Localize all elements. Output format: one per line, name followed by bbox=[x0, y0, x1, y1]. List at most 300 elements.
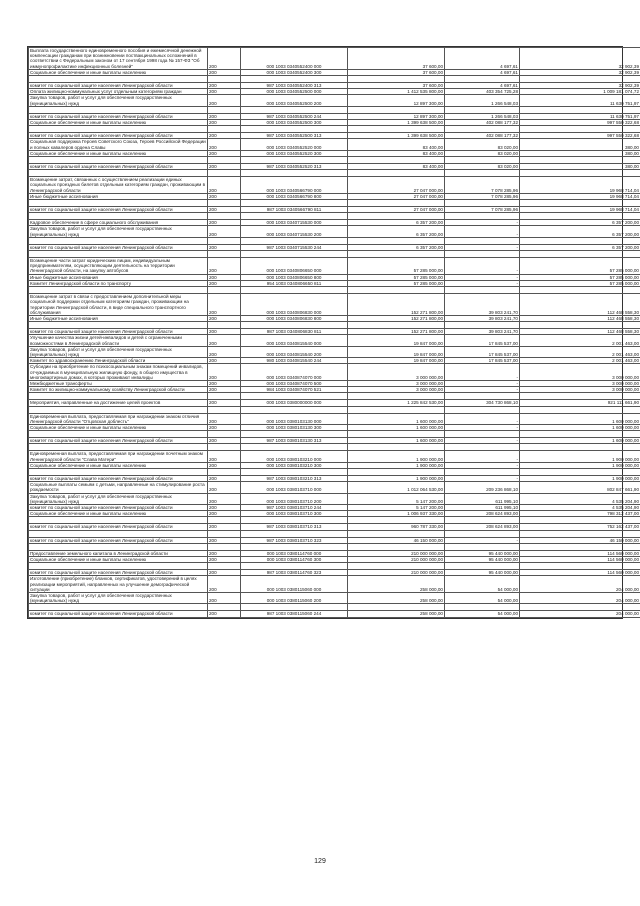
spacer-cell bbox=[208, 170, 241, 177]
approved-appropriations-cell: 57 285 000,00 bbox=[348, 280, 445, 286]
executed-amount-cell: 403 354 725,28 bbox=[445, 89, 520, 95]
unexecuted-appropriations-cell: 19 968 714,04 bbox=[520, 193, 640, 199]
approved-appropriations-cell: 258 000,00 bbox=[348, 576, 445, 593]
budget-classification-code-cell: 000 1003 0340552520 000 bbox=[241, 139, 348, 150]
executed-amount-cell: 54 000,00 bbox=[445, 576, 520, 593]
spacer-cell bbox=[29, 406, 208, 413]
row-name-cell: Социальные выплаты семьям с детьми, направленные на стимулирование роста рождаемости bbox=[29, 482, 208, 493]
row-code-cell: 200 bbox=[208, 475, 241, 481]
budget-classification-code-cell: 987 1003 0340552400 313 bbox=[241, 83, 348, 89]
spacer-cell bbox=[348, 530, 445, 537]
executed-amount-cell: 4 697,61 bbox=[445, 48, 520, 70]
budget-classification-code-cell: 987 1003 0380114760 323 bbox=[241, 570, 348, 576]
unexecuted-appropriations-cell: 1 900 000,00 bbox=[520, 462, 640, 468]
spacer-cell bbox=[348, 563, 445, 570]
spacer-cell bbox=[241, 126, 348, 133]
approved-appropriations-cell: 1 900 000,00 bbox=[348, 462, 445, 468]
approved-appropriations-cell: 57 285 000,00 bbox=[348, 274, 445, 280]
row-code-cell: 200 bbox=[208, 424, 241, 430]
row-code-cell: 200 bbox=[208, 226, 241, 237]
budget-classification-code-cell: 984 1003 0340874070 521 bbox=[241, 387, 348, 393]
executed-amount-cell: - bbox=[445, 244, 520, 250]
spacer-cell bbox=[445, 106, 520, 113]
spacer-row bbox=[29, 251, 640, 258]
row-code-cell: 200 bbox=[208, 570, 241, 576]
unexecuted-appropriations-cell: 112 468 558,30 bbox=[520, 315, 640, 321]
budget-classification-code-cell: 000 1003 0340552400 000 bbox=[241, 48, 348, 70]
executed-amount-cell: 402 088 177,32 bbox=[445, 133, 520, 139]
table-body bbox=[29, 48, 640, 618]
spacer-cell bbox=[445, 406, 520, 413]
row-name-cell: Улучшение качества жизни детей-инвалидов и детей с ограниченными возможностями в Ленинградской области bbox=[29, 335, 208, 346]
budget-classification-code-cell: 000 1003 0380114760 000 bbox=[241, 550, 348, 556]
budget-classification-code-cell: 980 1003 0340815540 244 bbox=[241, 358, 348, 364]
row-code-cell: 200 bbox=[208, 557, 241, 563]
spacer-cell bbox=[520, 157, 640, 164]
spacer-cell bbox=[520, 468, 640, 475]
spacer-cell bbox=[520, 517, 640, 524]
approved-appropriations-cell: 12 897 300,00 bbox=[348, 113, 445, 119]
spacer-cell bbox=[241, 431, 348, 438]
spacer-cell bbox=[445, 76, 520, 83]
budget-classification-code-cell: 000 1003 0380103130 000 bbox=[241, 413, 348, 424]
unexecuted-appropriations-cell: 32 902,39 bbox=[520, 48, 640, 70]
row-code-cell: 200 bbox=[208, 550, 241, 556]
row-name-cell: комитет по социальной защите населения Ленинградской области bbox=[29, 244, 208, 250]
approved-appropriations-cell: 1 600 000,00 bbox=[348, 424, 445, 430]
approved-appropriations-cell: 3 000 000,00 bbox=[348, 364, 445, 381]
spacer-row bbox=[29, 157, 640, 164]
executed-amount-cell: 304 730 868,10 bbox=[445, 400, 520, 406]
executed-amount-cell: - bbox=[445, 380, 520, 386]
approved-appropriations-cell: 83 400,00 bbox=[348, 150, 445, 156]
spacer-cell bbox=[348, 543, 445, 550]
budget-classification-code-cell: 000 1003 0340552520 300 bbox=[241, 150, 348, 156]
spacer-cell bbox=[348, 237, 445, 244]
spacer-cell bbox=[520, 604, 640, 611]
spacer-cell bbox=[241, 200, 348, 207]
budget-classification-code-cell: 987 1003 0340566790 811 bbox=[241, 207, 348, 213]
row-name-cell: Комитет по жилищно-коммунальному хозяйству Ленинградской области bbox=[29, 387, 208, 393]
executed-amount-cell: - bbox=[445, 537, 520, 543]
executed-amount-cell: 4 697,61 bbox=[445, 83, 520, 89]
spacer-row bbox=[29, 604, 640, 611]
page-number: 129 bbox=[314, 858, 326, 865]
row-code-cell: 200 bbox=[208, 244, 241, 250]
table-row bbox=[29, 139, 640, 150]
executed-amount-cell: 208 624 893,00 bbox=[445, 511, 520, 517]
table-row bbox=[29, 493, 640, 504]
spacer-row bbox=[29, 444, 640, 451]
approved-appropriations-cell: 37 600,00 bbox=[348, 69, 445, 75]
executed-amount-cell: 1 266 548,03 bbox=[445, 113, 520, 119]
approved-appropriations-cell: 83 400,00 bbox=[348, 139, 445, 150]
spacer-cell bbox=[445, 157, 520, 164]
spacer-cell bbox=[241, 170, 348, 177]
row-name-cell: комитет по социальной защите населения Ленинградской области bbox=[29, 164, 208, 170]
budget-classification-code-cell: 000 1003 0340815540 200 bbox=[241, 346, 348, 357]
row-name-cell: Социальное обеспечение и иные выплаты населению bbox=[29, 424, 208, 430]
spacer-cell bbox=[241, 251, 348, 258]
spacer-cell bbox=[348, 431, 445, 438]
row-code-cell: 200 bbox=[208, 95, 241, 106]
spacer-cell bbox=[348, 200, 445, 207]
row-code-cell: 200 bbox=[208, 274, 241, 280]
executed-amount-cell: 611 995,10 bbox=[445, 493, 520, 504]
spacer-cell bbox=[241, 563, 348, 570]
table-row bbox=[29, 48, 640, 70]
spacer-cell bbox=[348, 604, 445, 611]
unexecuted-appropriations-cell: 997 550 322,68 bbox=[520, 133, 640, 139]
spacer-row bbox=[29, 106, 640, 113]
executed-amount-cell: 83 020,00 bbox=[445, 139, 520, 150]
executed-amount-cell: 95 440 000,00 bbox=[445, 570, 520, 576]
unexecuted-appropriations-cell: 1 600 000,00 bbox=[520, 424, 640, 430]
unexecuted-appropriations-cell: 32 902,39 bbox=[520, 83, 640, 89]
row-code-cell: 200 bbox=[208, 83, 241, 89]
budget-classification-code-cell: 000 1003 0340552400 300 bbox=[241, 69, 348, 75]
spacer-cell bbox=[348, 76, 445, 83]
budget-classification-code-cell: 000 1003 0380103710 200 bbox=[241, 493, 348, 504]
approved-appropriations-cell: 57 285 000,00 bbox=[348, 258, 445, 275]
spacer-cell bbox=[520, 200, 640, 207]
row-code-cell: 200 bbox=[208, 387, 241, 393]
row-code-cell: 200 bbox=[208, 69, 241, 75]
row-code-cell: 200 bbox=[208, 493, 241, 504]
spacer-cell bbox=[348, 213, 445, 220]
approved-appropriations-cell: 210 000 000,00 bbox=[348, 550, 445, 556]
approved-appropriations-cell: 1 600 000,00 bbox=[348, 438, 445, 444]
executed-amount-cell: 4 697,61 bbox=[445, 69, 520, 75]
row-name-cell: Единовременная выплата, предоставляемая при награждении почетным знаком Ленинградской области "Слава Матери" bbox=[29, 451, 208, 462]
budget-classification-code-cell: 000 1003 0340806650 800 bbox=[241, 274, 348, 280]
unexecuted-appropriations-cell: 921 111 661,90 bbox=[520, 400, 640, 406]
spacer-row bbox=[29, 76, 640, 83]
spacer-cell bbox=[208, 517, 241, 524]
executed-amount-cell: - bbox=[445, 424, 520, 430]
approved-appropriations-cell: 1 900 000,00 bbox=[348, 475, 445, 481]
table-row bbox=[29, 258, 640, 275]
spacer-cell bbox=[241, 322, 348, 329]
spacer-cell bbox=[520, 393, 640, 400]
spacer-cell bbox=[29, 126, 208, 133]
budget-classification-code-cell: 000 1003 0340566790 800 bbox=[241, 193, 348, 199]
row-name-cell: Возмещение затрат, связанных с осуществлением реализации единых социальных проездных билетов отдельным категориям граждан, проживающим в Ленинградской области bbox=[29, 177, 208, 194]
unexecuted-appropriations-cell: 4 535 204,90 bbox=[520, 493, 640, 504]
spacer-row bbox=[29, 468, 640, 475]
unexecuted-appropriations-cell: 204 000,00 bbox=[520, 593, 640, 604]
executed-amount-cell: - bbox=[445, 451, 520, 462]
spacer-cell bbox=[241, 543, 348, 550]
row-code-cell: 200 bbox=[208, 133, 241, 139]
row-code-cell: 200 bbox=[208, 593, 241, 604]
row-name-cell: Иные бюджетные ассигнования bbox=[29, 193, 208, 199]
executed-amount-cell: 209 236 868,10 bbox=[445, 482, 520, 493]
spacer-cell bbox=[348, 126, 445, 133]
row-code-cell: 200 bbox=[208, 576, 241, 593]
executed-amount-cell: - bbox=[445, 462, 520, 468]
budget-classification-code-cell: 987 1003 0340552500 244 bbox=[241, 113, 348, 119]
budget-classification-code-cell: 000 1003 0340715530 200 bbox=[241, 226, 348, 237]
spacer-cell bbox=[29, 200, 208, 207]
row-code-cell: 200 bbox=[208, 258, 241, 275]
spacer-cell bbox=[241, 287, 348, 294]
unexecuted-appropriations-cell: 11 630 751,97 bbox=[520, 113, 640, 119]
spacer-cell bbox=[208, 563, 241, 570]
approved-appropriations-cell: 37 600,00 bbox=[348, 83, 445, 89]
spacer-cell bbox=[348, 444, 445, 451]
row-name-cell: Кадровое обеспечение в сфере социального обслуживания bbox=[29, 220, 208, 226]
unexecuted-appropriations-cell: 997 550 322,68 bbox=[520, 120, 640, 126]
approved-appropriations-cell: 258 000,00 bbox=[348, 593, 445, 604]
executed-amount-cell: - bbox=[445, 280, 520, 286]
spacer-cell bbox=[29, 170, 208, 177]
unexecuted-appropriations-cell: 380,00 bbox=[520, 139, 640, 150]
spacer-cell bbox=[208, 406, 241, 413]
row-code-cell: 200 bbox=[208, 346, 241, 357]
spacer-cell bbox=[208, 543, 241, 550]
approved-appropriations-cell: 960 787 330,00 bbox=[348, 524, 445, 530]
executed-amount-cell: 95 440 000,00 bbox=[445, 557, 520, 563]
spacer-cell bbox=[29, 393, 208, 400]
row-code-cell: 200 bbox=[208, 150, 241, 156]
spacer-cell bbox=[208, 251, 241, 258]
spacer-cell bbox=[445, 126, 520, 133]
row-code-cell: 200 bbox=[208, 177, 241, 194]
spacer-cell bbox=[445, 322, 520, 329]
row-name-cell: Комитет Ленинградской области по транспорту bbox=[29, 280, 208, 286]
unexecuted-appropriations-cell: 2 001 463,00 bbox=[520, 335, 640, 346]
executed-amount-cell: 39 803 241,70 bbox=[445, 315, 520, 321]
spacer-cell bbox=[241, 530, 348, 537]
row-code-cell: 200 bbox=[208, 294, 241, 316]
spacer-cell bbox=[208, 126, 241, 133]
approved-appropriations-cell: 27 047 000,00 bbox=[348, 207, 445, 213]
row-code-cell: 200 bbox=[208, 482, 241, 493]
executed-amount-cell: 39 803 241,70 bbox=[445, 294, 520, 316]
spacer-row bbox=[29, 530, 640, 537]
row-name-cell: Социальное обеспечение и иные выплаты населению bbox=[29, 511, 208, 517]
spacer-cell bbox=[348, 468, 445, 475]
spacer-row bbox=[29, 287, 640, 294]
spacer-cell bbox=[29, 106, 208, 113]
spacer-cell bbox=[348, 393, 445, 400]
spacer-cell bbox=[348, 251, 445, 258]
spacer-cell bbox=[29, 322, 208, 329]
executed-amount-cell: 208 624 893,00 bbox=[445, 524, 520, 530]
unexecuted-appropriations-cell: 1 600 000,00 bbox=[520, 413, 640, 424]
spacer-row bbox=[29, 563, 640, 570]
unexecuted-appropriations-cell: 6 357 200,00 bbox=[520, 220, 640, 226]
spacer-cell bbox=[445, 468, 520, 475]
approved-appropriations-cell: 3 000 000,00 bbox=[348, 380, 445, 386]
approved-appropriations-cell: 6 357 200,00 bbox=[348, 244, 445, 250]
row-code-cell: 200 bbox=[208, 358, 241, 364]
executed-amount-cell: - bbox=[445, 387, 520, 393]
table-row bbox=[29, 593, 640, 604]
executed-amount-cell: - bbox=[445, 226, 520, 237]
row-name-cell: Закупка товаров, работ и услуг для обеспечения государственных (муниципальных) нужд bbox=[29, 593, 208, 604]
spacer-row bbox=[29, 431, 640, 438]
spacer-cell bbox=[208, 530, 241, 537]
spacer-cell bbox=[445, 287, 520, 294]
spacer-cell bbox=[445, 431, 520, 438]
budget-classification-code-cell: 987 1003 0340552520 313 bbox=[241, 164, 348, 170]
spacer-cell bbox=[348, 170, 445, 177]
spacer-cell bbox=[241, 517, 348, 524]
spacer-cell bbox=[520, 170, 640, 177]
table-row bbox=[29, 364, 640, 381]
spacer-cell bbox=[241, 157, 348, 164]
budget-execution-table bbox=[28, 47, 640, 618]
row-name-cell: Мероприятия, направленные на достижение целей проектов bbox=[29, 400, 208, 406]
unexecuted-appropriations-cell: 1 900 000,00 bbox=[520, 475, 640, 481]
row-name-cell: Субсидии на приобретение по психосоциальным знакам помещений инвалидов, отчуждаемых в муниципальную жилищную фонду, в общего имущества в многоквартирных домах, в которых проживают инвалиды bbox=[29, 364, 208, 381]
spacer-cell bbox=[29, 517, 208, 524]
approved-appropriations-cell: 152 271 800,00 bbox=[348, 315, 445, 321]
spacer-cell bbox=[520, 444, 640, 451]
row-name-cell: Социальная поддержка Героев Советского Союза, Героев Российской Федерации и полных кавалеров ордена Славы bbox=[30, 139, 206, 150]
row-code-cell: 200 bbox=[208, 504, 241, 510]
executed-amount-cell: 83 020,00 bbox=[445, 150, 520, 156]
spacer-row bbox=[29, 543, 640, 550]
budget-classification-code-cell: 987 1003 0380103710 323 bbox=[241, 537, 348, 543]
approved-appropriations-cell: 1 225 842 530,00 bbox=[348, 400, 445, 406]
row-name-cell: Социальное обеспечение и иные выплаты населению bbox=[29, 462, 208, 468]
row-code-cell: 200 bbox=[208, 611, 241, 617]
row-name-cell: Иные бюджетные ассигнования bbox=[29, 274, 208, 280]
spacer-cell bbox=[208, 393, 241, 400]
approved-appropriations-cell: 5 147 200,00 bbox=[348, 493, 445, 504]
unexecuted-appropriations-cell: 3 000 000,00 bbox=[520, 380, 640, 386]
budget-classification-code-cell: 954 1003 0340806650 811 bbox=[241, 280, 348, 286]
budget-classification-code-cell: 987 1003 0340552500 313 bbox=[241, 133, 348, 139]
spacer-cell bbox=[520, 287, 640, 294]
spacer-cell bbox=[29, 543, 208, 550]
budget-classification-code-cell: 987 1003 0380103210 313 bbox=[241, 475, 348, 481]
row-code-cell: 200 bbox=[208, 220, 241, 226]
spacer-cell bbox=[445, 200, 520, 207]
table-row bbox=[29, 413, 640, 424]
spacer-cell bbox=[29, 468, 208, 475]
budget-classification-code-cell: 000 1003 0340552500 300 bbox=[241, 120, 348, 126]
spacer-cell bbox=[445, 237, 520, 244]
row-name-cell: Возмещение части затрат юридическим лицам, индивидуальным предпринимателям, осуществляющим деятельность на территории Ленинградской области, на закупку автобусов bbox=[29, 258, 208, 275]
approved-appropriations-cell: 19 847 000,00 bbox=[348, 346, 445, 357]
row-name-cell: комитет по социальной защите населения Ленинградской области bbox=[29, 611, 208, 617]
budget-classification-code-cell: 000 1003 0380115060 000 bbox=[241, 576, 348, 593]
spacer-cell bbox=[241, 237, 348, 244]
spacer-cell bbox=[445, 444, 520, 451]
spacer-cell bbox=[520, 76, 640, 83]
budget-classification-code-cell: 000 1003 0380103210 300 bbox=[241, 462, 348, 468]
spacer-cell bbox=[520, 406, 640, 413]
unexecuted-appropriations-cell: 802 847 661,90 bbox=[520, 482, 640, 493]
spacer-cell bbox=[241, 604, 348, 611]
executed-amount-cell: 7 078 285,96 bbox=[445, 177, 520, 194]
spacer-cell bbox=[208, 604, 241, 611]
spacer-cell bbox=[445, 604, 520, 611]
row-name-cell: Иные бюджетные ассигнования bbox=[29, 315, 208, 321]
unexecuted-appropriations-cell: 57 285 000,00 bbox=[520, 280, 640, 286]
spacer-cell bbox=[520, 543, 640, 550]
row-name-cell: Выплата государственного единовременного пособия и ежемесячной денежной компенсации гражданам при возникновении поствакцинальных осложнений в соответствии с Федеральным законом от 17 сентября 1998 года № 157-ФЗ "Об иммунопрофилактике инфекционных болезней" bbox=[29, 48, 208, 70]
row-code-cell: 200 bbox=[208, 400, 241, 406]
approved-appropriations-cell: 258 000,00 bbox=[348, 611, 445, 617]
row-code-cell: 200 bbox=[208, 364, 241, 381]
spacer-cell bbox=[29, 76, 208, 83]
budget-classification-code-cell: 000 1003 0340552500 000 bbox=[241, 89, 348, 95]
executed-amount-cell: - bbox=[445, 258, 520, 275]
budget-classification-code-cell: 000 1003 0340815540 000 bbox=[241, 335, 348, 346]
spacer-cell bbox=[241, 213, 348, 220]
row-code-cell: 200 bbox=[208, 438, 241, 444]
row-name-cell: Социальное обеспечение и иные выплаты населению bbox=[29, 150, 208, 156]
approved-appropriations-cell: 37 600,00 bbox=[348, 48, 445, 70]
spacer-cell bbox=[29, 251, 208, 258]
approved-appropriations-cell: 1 600 000,00 bbox=[348, 413, 445, 424]
unexecuted-appropriations-cell: 114 560 000,00 bbox=[520, 570, 640, 576]
table-row bbox=[29, 226, 640, 237]
spacer-cell bbox=[29, 431, 208, 438]
spacer-cell bbox=[348, 157, 445, 164]
spacer-cell bbox=[445, 393, 520, 400]
table-row bbox=[29, 346, 640, 357]
approved-appropriations-cell: 1 412 535 800,00 bbox=[348, 89, 445, 95]
row-name-cell: Социальное обеспечение и иные выплаты населению bbox=[29, 557, 208, 563]
table-row bbox=[29, 95, 640, 106]
spacer-cell bbox=[208, 213, 241, 220]
unexecuted-appropriations-cell: 3 000 000,00 bbox=[520, 387, 640, 393]
unexecuted-appropriations-cell: 204 000,00 bbox=[520, 576, 640, 593]
unexecuted-appropriations-cell: 19 968 714,04 bbox=[520, 207, 640, 213]
executed-amount-cell: 7 078 285,96 bbox=[445, 207, 520, 213]
approved-appropriations-cell: 27 047 000,00 bbox=[348, 193, 445, 199]
row-code-cell: 200 bbox=[208, 413, 241, 424]
row-name-cell: Закупка товаров, работ и услуг для обеспечения государственных (муниципальных) нужд bbox=[29, 493, 208, 504]
unexecuted-appropriations-cell: 19 968 714,04 bbox=[520, 177, 640, 194]
unexecuted-appropriations-cell: 380,00 bbox=[520, 164, 640, 170]
spacer-cell bbox=[29, 530, 208, 537]
approved-appropriations-cell: 5 147 200,00 bbox=[348, 504, 445, 510]
spacer-cell bbox=[520, 322, 640, 329]
spacer-cell bbox=[348, 322, 445, 329]
unexecuted-appropriations-cell: 46 150 000,00 bbox=[520, 537, 640, 543]
row-name-cell: комитет по социальной защите населения Ленинградской области bbox=[29, 83, 208, 89]
row-code-cell: 200 bbox=[208, 462, 241, 468]
spacer-cell bbox=[520, 563, 640, 570]
approved-appropriations-cell: 3 000 000,00 bbox=[348, 387, 445, 393]
unexecuted-appropriations-cell: 112 468 558,30 bbox=[520, 329, 640, 335]
spacer-row bbox=[29, 322, 640, 329]
unexecuted-appropriations-cell: 1 009 181 074,72 bbox=[520, 89, 640, 95]
executed-amount-cell: - bbox=[445, 274, 520, 280]
executed-amount-cell: 54 000,00 bbox=[445, 611, 520, 617]
spacer-row bbox=[29, 170, 640, 177]
executed-amount-cell: - bbox=[445, 220, 520, 226]
row-name-cell: комитет по социальной защите населения Ленинградской области bbox=[29, 133, 208, 139]
spacer-cell bbox=[445, 213, 520, 220]
unexecuted-appropriations-cell: 112 468 558,30 bbox=[520, 294, 640, 316]
spacer-cell bbox=[29, 213, 208, 220]
spacer-cell bbox=[445, 543, 520, 550]
row-name-cell: Социальное обеспечение и иные выплаты населению bbox=[29, 69, 208, 75]
row-name-cell: комитет по социальной защите населения Ленинградской области bbox=[29, 504, 208, 510]
row-name-cell: Возмещение затрат в связи с предоставлением дополнительной меры социальной поддержки отдельным категориям граждан, проживающим на территории Ленинградской области, в виде специального транспортного обслуживания bbox=[29, 294, 208, 316]
budget-classification-code-cell: 987 1003 0380103710 244 bbox=[241, 504, 348, 510]
budget-classification-code-cell: 000 1003 0380103210 000 bbox=[241, 451, 348, 462]
approved-appropriations-cell: 1 399 638 500,00 bbox=[348, 120, 445, 126]
